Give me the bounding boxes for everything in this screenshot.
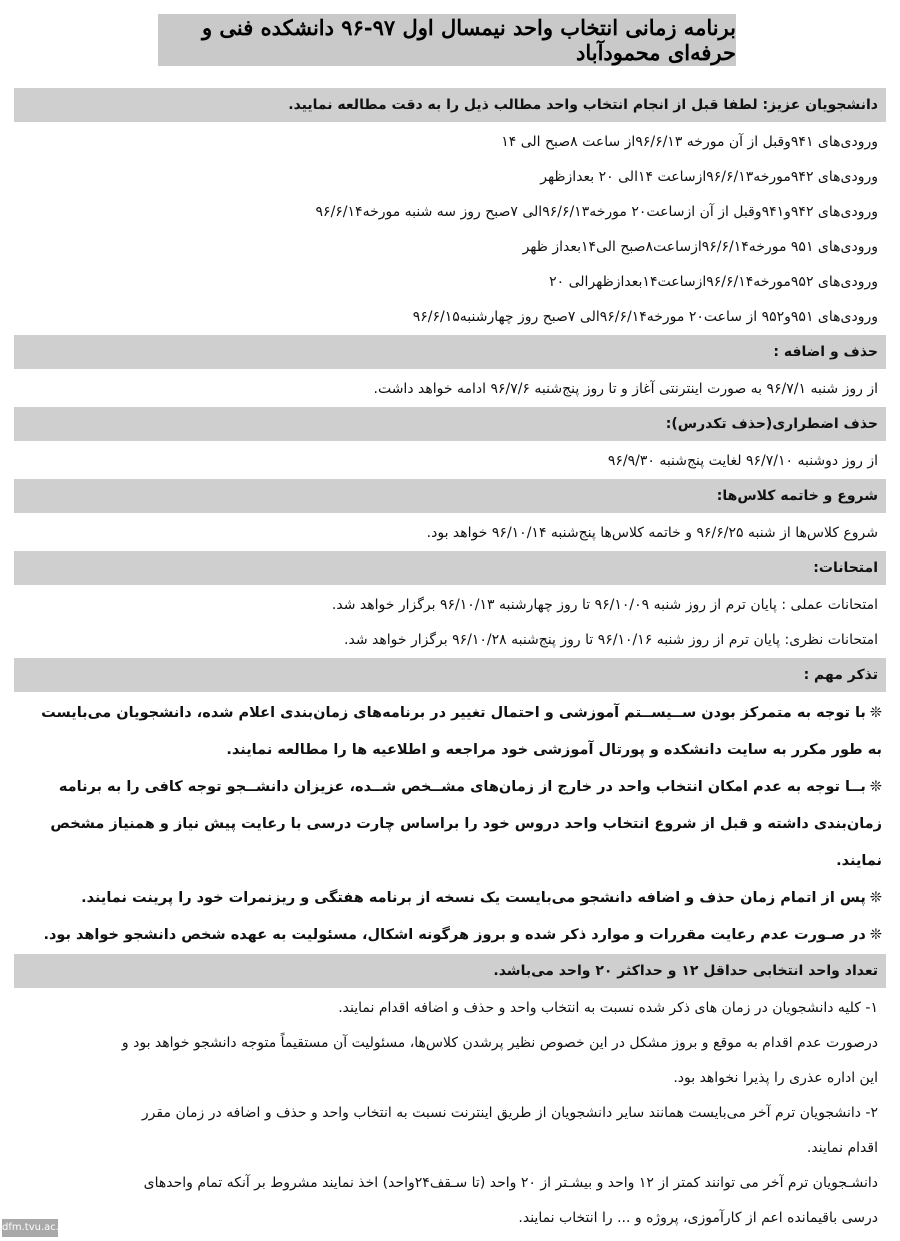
note-bullet: ❊	[869, 927, 882, 943]
units-line: ۲- دانشجویان ترم آخر می‌بایست همانند سایر دانشجویان از طریق اینترنت نسبت به انتخاب واحد و حذف و اضافه در زمان مقرر	[141, 1105, 878, 1121]
section-line: امتحانات عملی : پایان ترم از روز شنبه ۹۶/۱۰/۰۹ تا روز چهارشنبه ۹۶/۱۰/۱۳ برگزار خواهد شد.	[331, 597, 878, 613]
section-line: ورودی‌های ۹۴۲مورخه۹۶/۶/۱۳ازساعت ۱۴الی ۲۰ بعدازظهر	[540, 169, 878, 185]
note-text: پس از اتمام زمان حذف و اضافه دانشجو می‌بایست یک نسخه از برنامه هفتگی و ریزنمرات خود را پرینت نمایند.	[81, 890, 866, 906]
section-line: شروع کلاس‌ها از شنبه ۹۶/۶/۲۵ و خاتمه کلاس‌ها پنج‌شنبه ۹۶/۱۰/۱۴ خواهد بود.	[426, 525, 878, 541]
note-text: به طور مکرر به سایت دانشکده و پورتال آموزشی خود مراجعه و اطلاعیه ها را مطالعه نمایند.	[226, 742, 882, 758]
note-line	[14, 695, 886, 732]
units-heading: تعداد واحد انتخابی حداقل ۱۲ و حداکثر ۲۰ واحد می‌باشد.	[14, 954, 886, 988]
section-line: ورودی‌های ۹۴۲و۹۴۱وقبل از آن ازساعت۲۰ مورخه۹۶/۶/۱۳الی ۷صبح روز سه شنبه مورخه۹۶/۶/۱۴	[315, 204, 878, 220]
section-line: از روز شنبه ۹۶/۷/۱ به صورت اینترنتی آغاز و تا روز پنج‌شنبه ۹۶/۷/۶ ادامه خواهد داشت.	[373, 381, 878, 397]
note-line	[14, 769, 886, 806]
note-bullet: ❊	[869, 705, 882, 721]
units-line: درسی باقیمانده اعم از کارآموزی، پروژه و ... را انتخاب نمایند.	[518, 1210, 878, 1226]
section-heading: امتحانات:	[14, 551, 886, 585]
note-line	[14, 806, 886, 843]
section-line: ورودی‌های ۹۵۱ مورخه۹۶/۶/۱۴ازساعت۸صبح الی۱۴بعداز ظهر	[522, 239, 878, 255]
section-line: ورودی‌های ۹۵۲مورخه۹۶/۶/۱۴ازساعت۱۴بعدازظهرالی ۲۰	[549, 274, 878, 290]
note-text: با توجه به متمرکز بودن ســیســتم آموزشی و احتمال تغییر در برنامه‌های زمان‌بندی اعلام شده، دانشجویان می‌بایست	[41, 705, 866, 721]
units-line: دانشـجویان ترم آخر می توانند کمتر از ۱۲ واحد و بیشـتر از ۲۰ واحد (تا سـقف۲۴واحد) اخذ نمایند مشروط بر آنکه تمام واحدهای	[143, 1175, 878, 1191]
section-line: از روز دوشنبه ۹۶/۷/۱۰ لغایت پنج‌شنبه ۹۶/۹/۳۰	[607, 453, 878, 469]
note-text: در صـورت عدم رعایت مقررات و موارد ذکر شده و بروز هرگونه اشکال، مسئولیت به عهده شخص دانشجو خواهد بود.	[43, 927, 866, 943]
title-banner	[158, 14, 736, 66]
watermark: dfm.tvu.ac.ir	[2, 1219, 58, 1237]
note-line	[14, 732, 886, 769]
section-line: ورودی‌های ۹۵۱و۹۵۲ از ساعت۲۰ مورخه۹۶/۶/۱۴الی ۷صبح روز چهارشنبه۹۶/۶/۱۵	[412, 309, 878, 325]
document-body	[14, 88, 886, 1236]
note-line	[14, 917, 886, 954]
section-heading: حذف و اضافه :	[14, 335, 886, 369]
note-bullet: ❊	[869, 890, 882, 906]
note-line	[14, 843, 886, 880]
page-title: برنامه زمانی انتخاب واحد نیمسال اول ۹۷-۹۶ دانشکده فنی و حرفه‌ای محمودآباد	[201, 15, 736, 65]
section-line: امتحانات نظری: پایان ترم از روز شنبه ۹۶/۱۰/۱۶ تا روز پنج‌شنبه ۹۶/۱۰/۲۸ برگزار خواهد شد.	[344, 632, 878, 648]
units-line: درصورت عدم اقدام به موقع و بروز مشکل در این خصوص نظیر پرشدن کلاس‌ها، مسئولیت آن مستقیماً متوجه دانشجو خواهد بود و	[121, 1035, 878, 1051]
note-text: زمان‌بندی داشته و قبل از شروع انتخاب واحد دروس خود را براساس چارت درسی با رعایت پیش نیاز و همنیاز مشخص	[50, 816, 882, 832]
note-text: نمایند.	[836, 853, 882, 869]
note-bullet: ❊	[869, 779, 882, 795]
section-heading: دانشجویان عزیز: لطفا قبل از انجام انتخاب واحد مطالب ذیل را به دقت مطالعه نمایید.	[14, 88, 886, 122]
units-line: این اداره عذری را پذیرا نخواهد بود.	[673, 1070, 878, 1086]
note-text: بــا توجه به عدم امکان انتخاب واحد در خارج از زمان‌های مشــخص شــده، عزیزان دانشــجو توجه کافی را به برنامه	[58, 779, 866, 795]
note-line	[14, 880, 886, 917]
section-heading: تذکر مهم :	[14, 658, 886, 692]
section-line: ورودی‌های ۹۴۱وقبل از آن مورخه ۹۶/۶/۱۳از ساعت ۸صبح الی ۱۴	[501, 134, 878, 150]
units-line: اقدام نمایند.	[806, 1140, 878, 1156]
units-line: ۱- کلیه دانشجویان در زمان های ذکر شده نسبت به انتخاب واحد و حذف و اضافه اقدام نمایند.	[338, 1000, 878, 1016]
section-heading: شروع و خاتمه کلاس‌ها:	[14, 479, 886, 513]
section-heading: حذف اضطراری(حذف تکدرس):	[14, 407, 886, 441]
